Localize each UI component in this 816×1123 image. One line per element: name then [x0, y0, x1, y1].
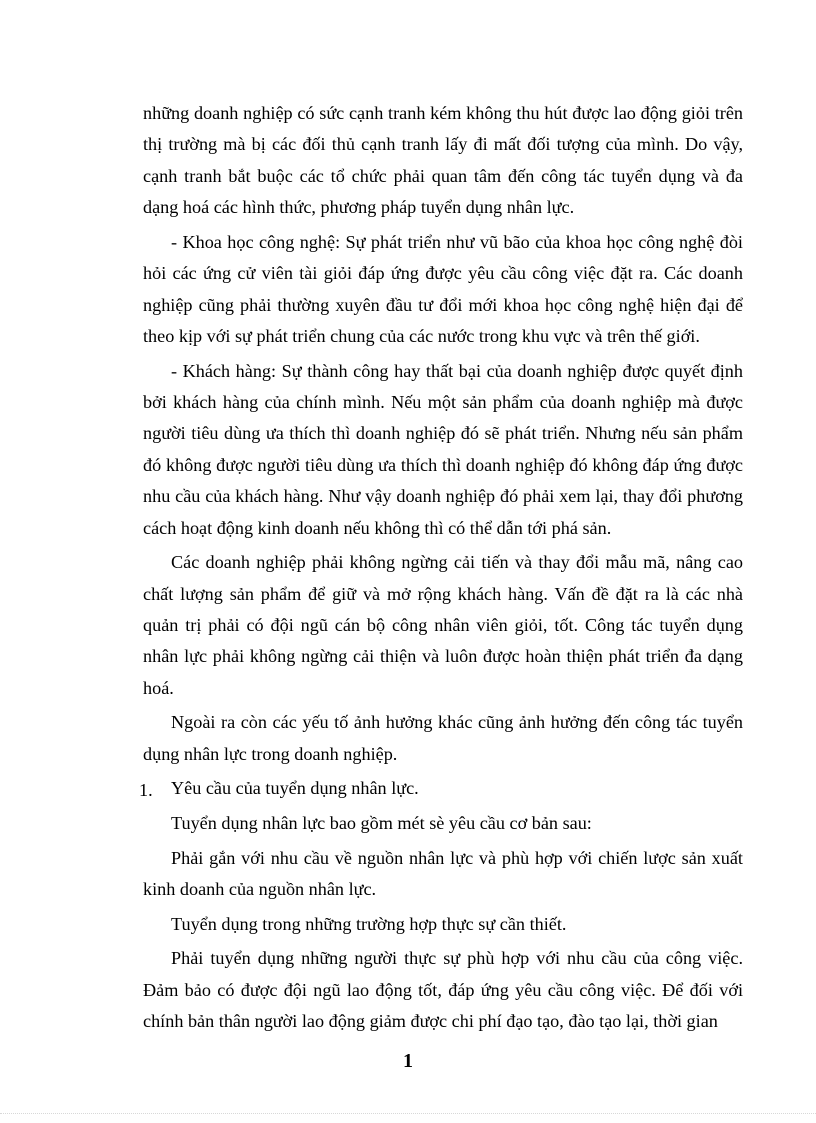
section-number: 1. [139, 780, 153, 801]
section-heading [139, 773, 743, 804]
paragraph: Phải tuyển dụng những người thực sự phù hợp với nhu cầu của công việc. Đảm bảo có được đội ngũ lao động tốt, đáp ứng yêu cầu công việc. Để đối với chính bản thân người lao động giảm được chi phí đạo tạo, đào tạo lại, thời gian [143, 948, 743, 1032]
section-title: Yêu cầu của tuyển dụng nhân lực. [171, 778, 419, 799]
paragraph: những doanh nghiệp có sức cạnh tranh kém không thu hút được lao động giỏi trên thị trường mà bị các đối thủ cạnh tranh lấy đi mất đối tượng của mình. Do vậy, cạnh tranh bắt buộc các tổ chức phải quan tâm đến công tác tuyển dụng và đa dạng hoá các hình thức, phương pháp tuyển dụng nhân lực. [143, 103, 743, 218]
paragraph: Tuyển dụng trong những trường hợp thực sự cần thiết. [171, 913, 567, 934]
paragraph: Phải gắn với nhu cầu về nguồn nhân lực và phù hợp với chiến lược sản xuất kinh doanh của nguồn nhân lực. [143, 847, 743, 900]
page-number: 1 [403, 1050, 413, 1072]
paragraph: - Khoa học công nghệ: Sự phát triển như vũ bão của khoa học công nghệ đòi hỏi các ứng cử viên tài giỏi đáp ứng được yêu cầu công việc đặt ra. Các doanh nghiệp cũng phải thường xuyên đầu tư đổi mới khoa học công nghệ hiện đại để theo kịp với sự phát triển chung của các nước trong khu vực và trên thế giới. [143, 231, 743, 347]
page-bottom-divider [0, 1113, 816, 1114]
paragraph: Ngoài ra còn các yếu tố ảnh hưởng khác cũng ảnh hưởng đến công tác tuyển dụng nhân lực trong doanh nghiệp. [143, 712, 743, 764]
paragraph: Các doanh nghiệp phải không ngừng cải tiến và thay đổi mẫu mã, nâng cao chất lượng sản phẩm để giữ và mở rộng khách hàng. Vấn đề đặt ra là các nhà quản trị phải có đội ngũ cán bộ công nhân viên giỏi, tốt. Công tác tuyển dụng nhân lực phải không ngừng cải thiện và luôn được hoàn thiện phát triển đa dạng hoá. [143, 552, 743, 698]
paragraph: Tuyển dụng nhân lực bao gồm mét sè yêu cầu cơ bản sau: [171, 813, 592, 834]
body-text [139, 98, 743, 1041]
paragraph: - Khách hàng: Sự thành công hay thất bại của doanh nghiệp được quyết định bởi khách hàng của chính mình. Nếu một sản phẩm của doanh nghiệp mà được người tiêu dùng ưa thích thì doanh nghiệp đó sẽ phát triển. Nhưng nếu sản phẩm đó không được người tiêu dùng ưa thích thì doanh nghiệp đó không đáp ứng được nhu cầu của khách hàng. Như vậy doanh nghiệp đó phải xem lại, thay đổi phương cách hoạt động kinh doanh nếu không thì có thể dẫn tới phá sản. [143, 360, 743, 538]
